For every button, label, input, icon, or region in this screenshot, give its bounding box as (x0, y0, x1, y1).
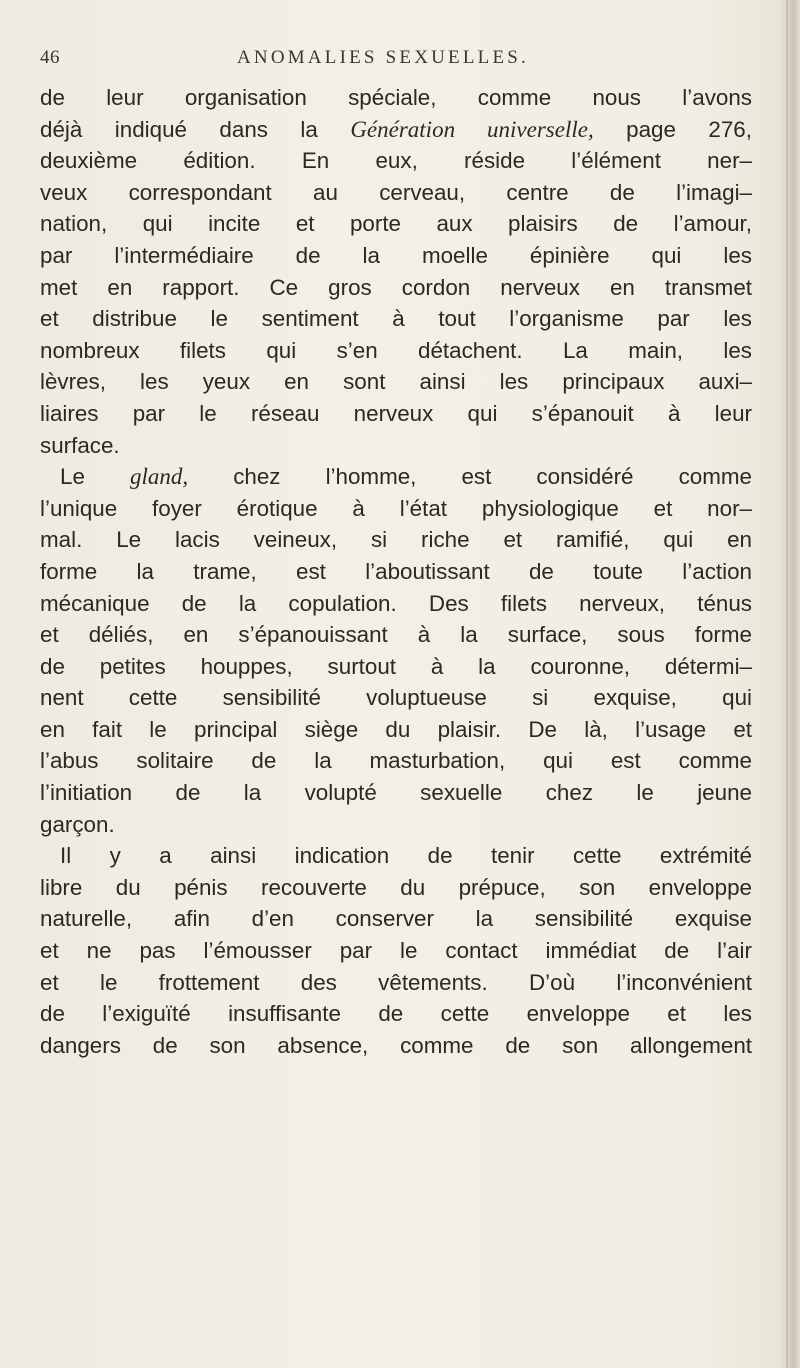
text-run: et le frottement des vêtements. D’où l’inconvénient (40, 969, 752, 995)
text-line (40, 208, 752, 240)
italic-run: Génération universelle, (350, 116, 594, 142)
text-line (40, 430, 752, 462)
text-run: et ne pas l’émousser par le contact immédiat de l’air (40, 938, 752, 964)
text-run: Il y a ainsi indication de tenir cette extrémité (60, 843, 752, 869)
running-title: ANOMALIES SEXUELLES. (237, 47, 529, 68)
page-header (40, 47, 740, 77)
text-run: lèvres, les yeux en sont ainsi les principaux auxi– (40, 369, 752, 395)
text-line (40, 1030, 752, 1062)
text-run: déjà indiqué dans la (40, 116, 351, 142)
text-line (40, 493, 752, 525)
text-run: mécanique de la copulation. Des filets nerveux, ténus (40, 590, 752, 616)
text-line (40, 967, 752, 999)
text-run: page 276, (593, 116, 752, 142)
text-run: forme la trame, est l’aboutissant de toute l’action (40, 558, 752, 584)
text-run: l’initiation de la volupté sexuelle chez le jeune (40, 780, 752, 806)
text-line (40, 619, 752, 651)
text-line (40, 714, 752, 746)
text-line (40, 303, 752, 335)
text-run: surface. (40, 432, 120, 458)
text-line (40, 461, 752, 493)
text-line (40, 998, 752, 1030)
text-line (40, 524, 752, 556)
body-text (40, 82, 752, 1061)
text-run: naturelle, afin d’en conserver la sensibilité exquise (40, 906, 752, 932)
text-line (40, 777, 752, 809)
text-run: en fait le principal siège du plaisir. De là, l’usage et (40, 716, 752, 742)
text-run: de petites houppes, surtout à la couronne, détermi– (40, 653, 752, 679)
text-line (40, 145, 752, 177)
text-run: nombreux filets qui s’en détachent. La main, les (40, 337, 752, 363)
text-line (40, 82, 752, 114)
text-run: libre du pénis recouverte du prépuce, son enveloppe (40, 874, 752, 900)
text-line (40, 177, 752, 209)
text-line (40, 682, 752, 714)
text-run: liaires par le réseau nerveux qui s’épanouit à leur (40, 400, 752, 426)
page-edge-shadow (778, 0, 800, 1368)
text-run: nent cette sensibilité voluptueuse si exquise, qui (40, 685, 752, 711)
text-line (40, 903, 752, 935)
text-run: l’abus solitaire de la masturbation, qui est comme (40, 748, 752, 774)
text-run: met en rapport. Ce gros cordon nerveux en transmet (40, 274, 752, 300)
text-line (40, 398, 752, 430)
text-run: veux correspondant au cerveau, centre de l’imagi– (40, 179, 752, 205)
text-run: par l’intermédiaire de la moelle épinière qui les (40, 242, 752, 268)
text-run: nation, qui incite et porte aux plaisirs de l’amour, (40, 211, 752, 237)
text-run: dangers de son absence, comme de son allongement (40, 1032, 752, 1058)
text-line (40, 588, 752, 620)
text-line (40, 114, 752, 146)
text-line (40, 366, 752, 398)
text-line (40, 240, 752, 272)
text-run: chez l’homme, est considéré comme (188, 464, 752, 490)
text-line (40, 556, 752, 588)
italic-run: gland, (129, 464, 189, 490)
text-line (40, 335, 752, 367)
text-run: de leur organisation spéciale, comme nous l’avons (40, 85, 752, 110)
text-line (40, 651, 752, 683)
text-run: garçon. (40, 811, 115, 837)
text-run: l’unique foyer érotique à l’état physiologique et nor– (40, 495, 752, 521)
text-line (40, 935, 752, 967)
text-line (40, 840, 752, 872)
text-run: Le (60, 464, 130, 490)
text-line (40, 809, 752, 841)
text-run: deuxième édition. En eux, réside l’élément ner– (40, 148, 752, 174)
page-number: 46 (40, 47, 60, 68)
text-run: de l’exiguïté insuffisante de cette enveloppe et les (40, 1001, 752, 1027)
text-line (40, 272, 752, 304)
text-run: et déliés, en s’épanouissant à la surface, sous forme (40, 622, 752, 648)
text-line (40, 745, 752, 777)
text-run: et distribue le sentiment à tout l’organisme par les (40, 306, 752, 332)
text-run: mal. Le lacis veineux, si riche et ramifié, qui en (40, 527, 752, 553)
text-line (40, 872, 752, 904)
